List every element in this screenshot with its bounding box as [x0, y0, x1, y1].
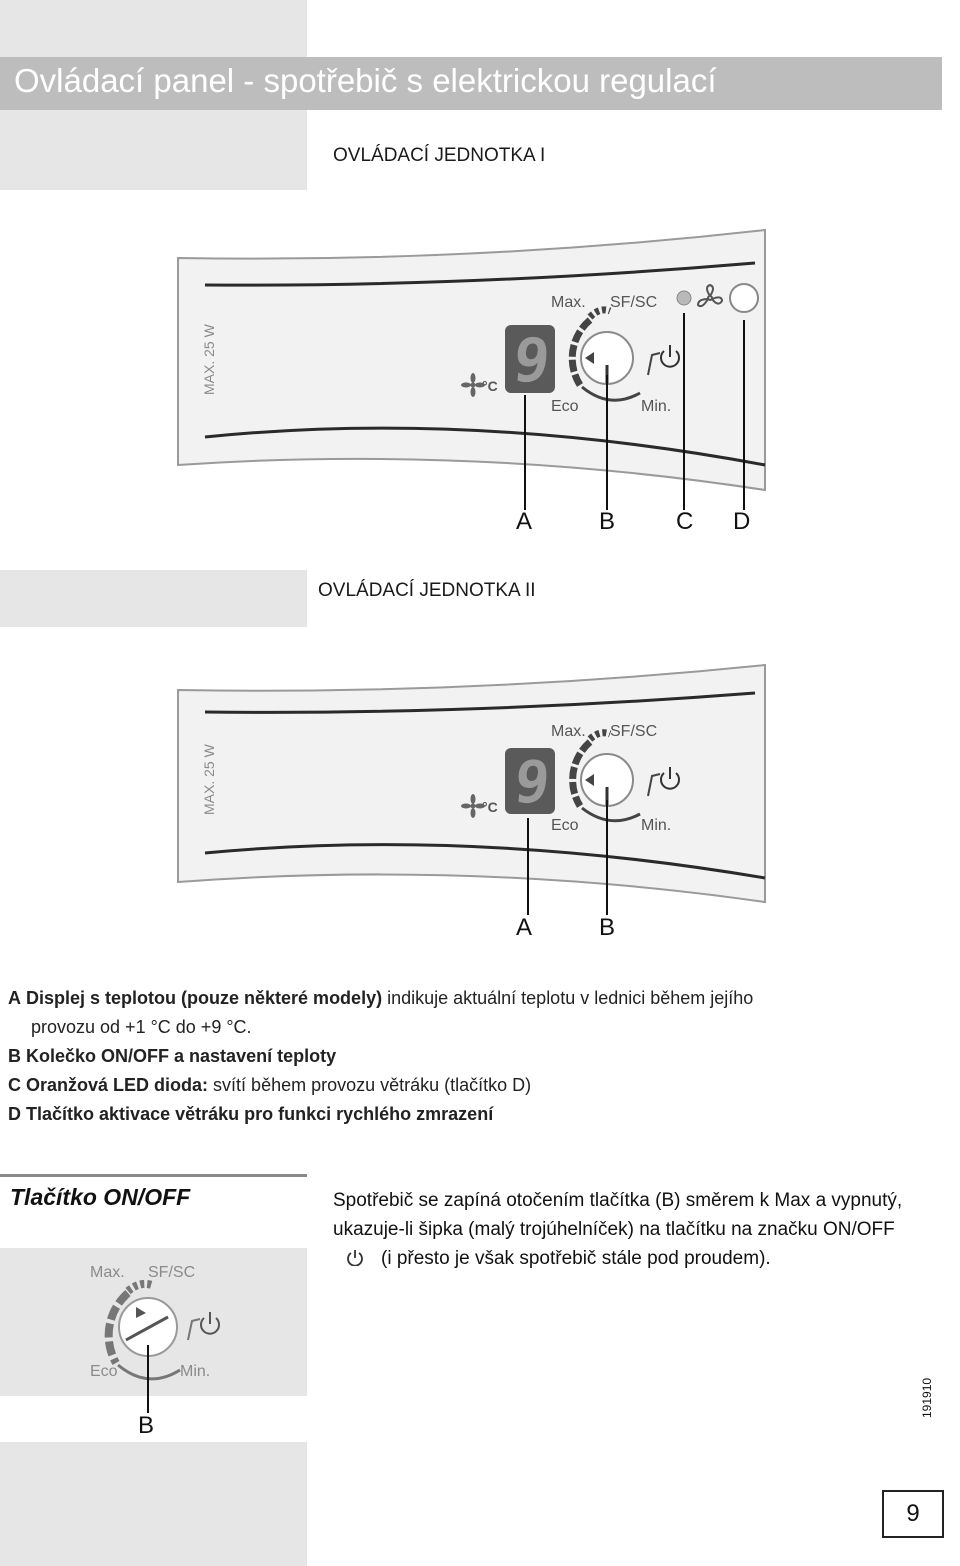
callout-b: B: [599, 508, 616, 535]
unit1-heading: OVLÁDACÍ JEDNOTKA I: [333, 145, 546, 166]
callout-a: A: [516, 914, 533, 941]
page-number: 9: [882, 1490, 944, 1538]
callout-d: D: [733, 508, 751, 535]
onoff-dial-figure: [70, 1255, 240, 1440]
legend-a: A Displej s teplotou (pouze některé modely) indikuje aktuální teplotu v lednici během jejího: [8, 988, 754, 1008]
legend: [8, 984, 938, 1129]
eco-label: Eco: [90, 1363, 118, 1380]
temp-unit-label: °C: [482, 378, 498, 394]
side-label: MAX. 25 W: [201, 324, 217, 395]
min-label: Min.: [180, 1363, 211, 1380]
doc-code: 191910: [920, 1377, 934, 1418]
panel-outline: [178, 665, 765, 902]
eco-label: Eco: [551, 398, 579, 415]
orange-led: [677, 291, 691, 305]
control-panel-1: [170, 225, 780, 525]
page-title: Ovládací panel - spotřebič s elektrickou regulací: [14, 62, 717, 99]
left-band-mid: [0, 570, 307, 627]
display-digit: 9: [511, 748, 554, 816]
callout-b: B: [599, 914, 616, 941]
side-label: MAX. 25 W: [201, 744, 217, 815]
callout-c: C: [676, 508, 694, 535]
fan-button: [730, 284, 758, 312]
control-panel-2: [170, 660, 780, 950]
min-label: Min.: [641, 398, 672, 415]
legend-b: B Kolečko ON/OFF a nastavení teploty: [8, 1046, 337, 1066]
onoff-divider: [0, 1174, 307, 1177]
sfsc-arc: [128, 1284, 152, 1291]
temp-unit-label: °C: [482, 799, 498, 815]
power-icon: [347, 1250, 363, 1266]
display-digit: 9: [509, 326, 554, 396]
max-label: Max.: [90, 1264, 125, 1281]
min-label: Min.: [641, 817, 672, 834]
max-label: Max.: [551, 723, 586, 740]
legend-d: D Tlačítko aktivace větráku pro funkci rychlého zmrazení: [8, 1104, 494, 1124]
onoff-title: Tlačítko ON/OFF: [10, 1184, 191, 1210]
callout-a: A: [516, 508, 533, 535]
sfsc-label: SF/SC: [610, 294, 658, 311]
max-label: Max.: [551, 294, 586, 311]
eco-label: Eco: [551, 817, 579, 834]
legend-a-cont: provozu od +1 °C do +9 °C.: [31, 1017, 252, 1037]
sfsc-label: SF/SC: [148, 1264, 196, 1281]
legend-c: C Oranžová LED dioda: svítí během provozu větráku (tlačítko D): [8, 1075, 532, 1095]
left-band-bottom: [0, 1442, 307, 1566]
onoff-description: Spotřebič se zapíná otočením tlačítka (B) směrem k Max a vypnutý, ukazuje-li šipka (malý trojúhelníček) na tlačítku na značku ON/OFF(i přesto je však spotřebič stále pod proudem).: [333, 1190, 903, 1269]
power-marker: [188, 1319, 200, 1340]
sfsc-label: SF/SC: [610, 723, 658, 740]
onoff-callout-b: B: [138, 1412, 155, 1439]
power-icon: [201, 1312, 219, 1334]
unit2-heading: OVLÁDACÍ JEDNOTKA II: [318, 580, 536, 601]
